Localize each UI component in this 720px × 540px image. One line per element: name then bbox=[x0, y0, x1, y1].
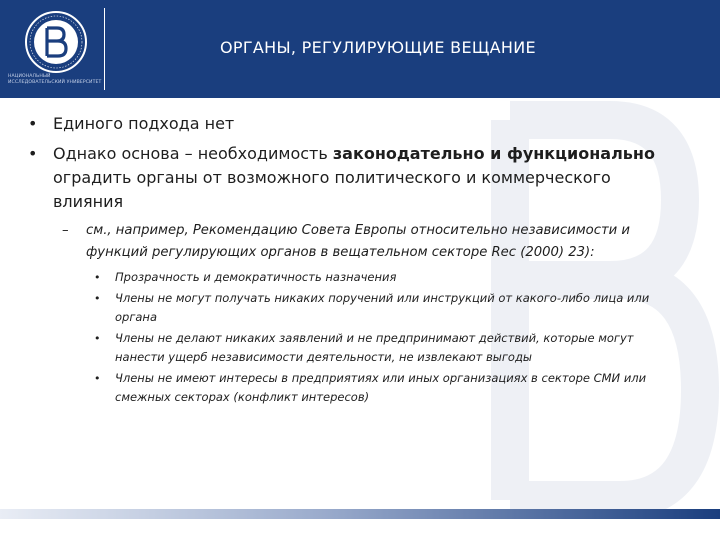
sub-sub-bullet-text: Члены не могут получать никаких поручений или инструкций от какого-либо лица или органа bbox=[115, 291, 650, 324]
sub-sub-bullet-text: Члены не делают никаких заявлений и не предпринимают действий, которые могут нанести ущерб независимости деятельности, не извлекают выгоды bbox=[115, 331, 634, 364]
sub-sub-bullet-item bbox=[94, 289, 675, 327]
sub-bullet-text: см., например, Рекомендацию Совета Европы относительно независимости и функций регулирующих органов в вещательном секторе Rec (2000) 23): bbox=[86, 223, 630, 260]
slide-content bbox=[28, 112, 678, 409]
bullet-text-emphasis: законодательно и функционально bbox=[332, 144, 655, 163]
bullet-text: Единого подхода нет bbox=[53, 114, 235, 133]
bullet-marker: • bbox=[28, 114, 38, 133]
logo-caption: НАЦИОНАЛЬНЫЙ ИССЛЕДОВАТЕЛЬСКИЙ УНИВЕРСИТЕТ bbox=[8, 74, 102, 85]
bullet-marker: • bbox=[94, 372, 101, 385]
sub-sub-bullet-item bbox=[94, 329, 675, 367]
header-divider bbox=[104, 8, 105, 90]
header-band bbox=[0, 0, 720, 98]
sub-sub-bullet-item bbox=[94, 268, 675, 287]
bullet-item bbox=[28, 112, 678, 136]
sub-bullet-item bbox=[62, 220, 686, 264]
dash-marker: – bbox=[62, 223, 69, 238]
page-title: ОРГАНЫ, РЕГУЛИРУЮЩИЕ ВЕЩАНИЕ bbox=[220, 38, 536, 57]
bullet-marker: • bbox=[94, 292, 101, 305]
sub-sub-bullet-text: Члены не имеют интересы в предприятиях или иных организациях в секторе СМИ или смежных секторах (конфликт интересов) bbox=[115, 371, 647, 404]
bullet-marker: • bbox=[28, 144, 38, 163]
footer-gradient-bar bbox=[0, 509, 720, 519]
bullet-text-part: оградить органы от возможного политического и коммерческого влияния bbox=[53, 168, 611, 211]
sub-sub-bullet-item bbox=[94, 369, 675, 407]
bullet-text-part: Однако основа – необходимость bbox=[53, 144, 333, 163]
sub-sub-bullet-text: Прозрачность и демократичность назначения bbox=[115, 270, 397, 284]
bullet-item bbox=[28, 142, 678, 214]
bullet-marker: • bbox=[94, 271, 101, 284]
bullet-marker: • bbox=[94, 332, 101, 345]
